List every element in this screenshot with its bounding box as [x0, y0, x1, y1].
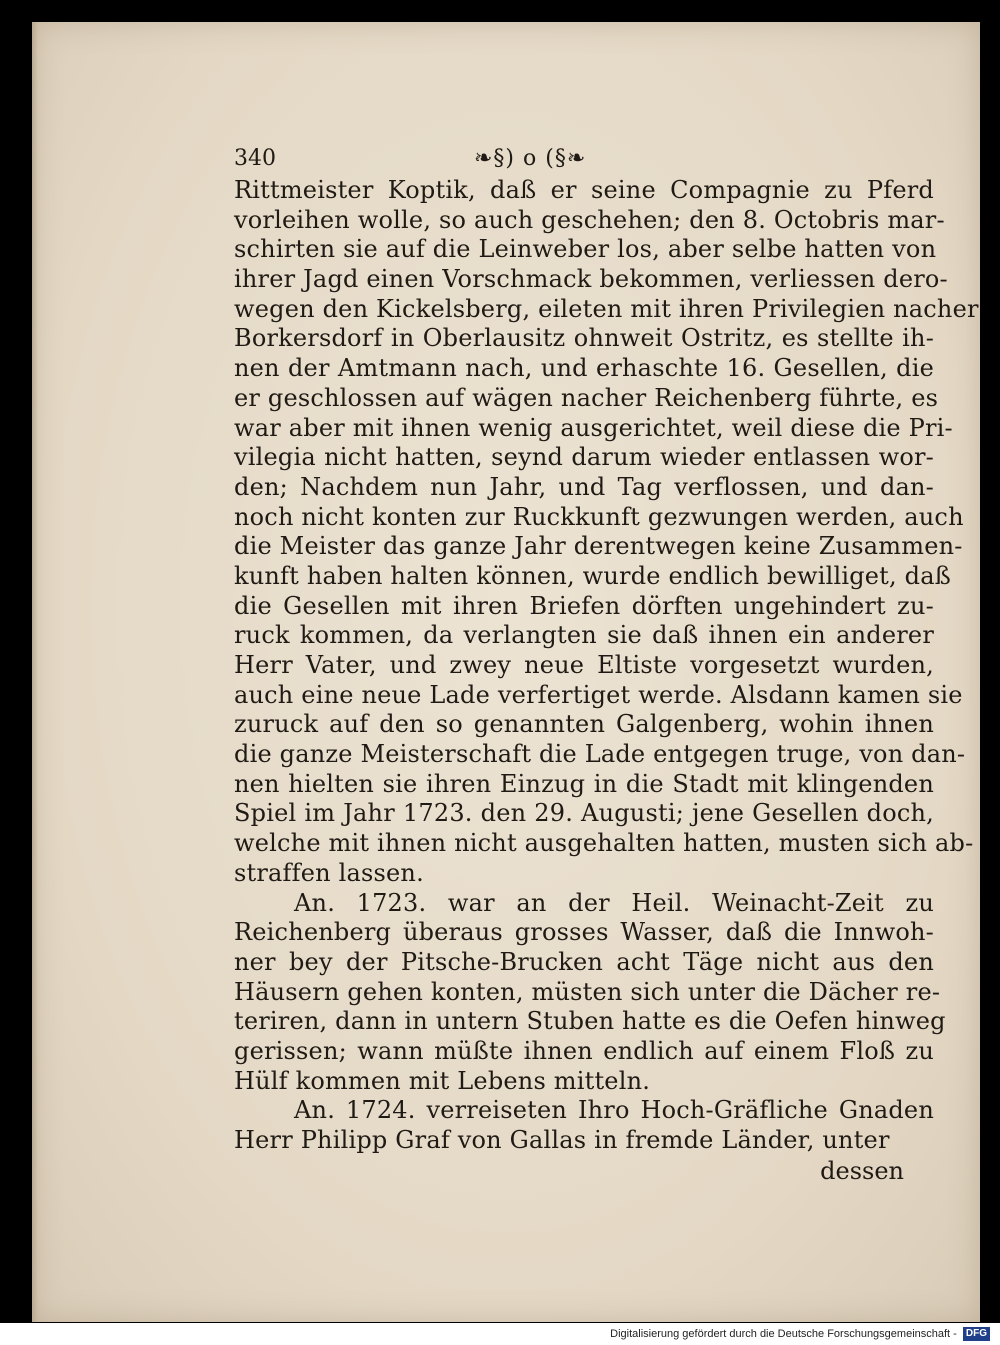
- text-line: Borkersdorf in Oberlausitz ohnweit Ostritz, es stellte ih-: [234, 324, 934, 353]
- text-line: teriren, dann in untern Stuben hatte es die Oefen hinweg: [234, 1007, 946, 1036]
- page-header: [234, 142, 934, 176]
- text-line: die Gesellen mit ihren Briefen dörften ungehindert zu-: [234, 591, 934, 620]
- text-line: nen hielten sie ihren Einzug in die Stadt mit klingenden: [234, 769, 934, 798]
- text-line: vorleihen wolle, so auch geschehen; den 8. Octobris mar-: [234, 205, 945, 234]
- text-line: schirten sie auf die Leinweber los, aber selbe hatten von: [234, 235, 937, 264]
- text-line: noch nicht konten zur Ruckkunft gezwungen werden, auch: [234, 502, 964, 531]
- text-line: wegen den Kickelsberg, eileten mit ihren Privilegien nacher: [234, 294, 979, 323]
- text-line: straffen lassen.: [234, 858, 424, 887]
- text-line: die Meister das ganze Jahr derentwegen keine Zusammen-: [234, 532, 963, 561]
- text-line: kunft haben halten können, wurde endlich bewilliget, daß: [234, 561, 951, 590]
- text-line: ner bey der Pitsche-Brucken acht Täge nicht aus den: [234, 947, 934, 976]
- text-line: ihrer Jagd einen Vorschmack bekommen, verliessen dero-: [234, 265, 948, 294]
- page-edge-shadow: [32, 22, 38, 1322]
- text-line: Herr Vater, und zwey neue Eltiste vorgesetzt wurden,: [234, 651, 934, 679]
- text-line: die ganze Meisterschaft die Lade entgegen truge, von dan-: [234, 740, 966, 769]
- text-line: nen der Amtmann nach, und erhaschte 16. Gesellen, die: [234, 354, 934, 383]
- page-number: 340: [234, 146, 276, 171]
- text-line: Herr Philipp Graf von Gallas in fremde Länder, unter: [234, 1126, 890, 1154]
- text-line: auch eine neue Lade verfertiget werde. Alsdann kamen sie: [234, 680, 963, 709]
- text-line: An. 1724. verreiseten Ihro Hoch-Gräfliche Gnaden: [294, 1096, 934, 1125]
- body-text: [234, 176, 979, 1156]
- book-page: [32, 22, 980, 1322]
- text-block: [234, 142, 979, 1186]
- text-line: gerissen; wann müßte ihnen endlich auf einem Floß zu: [234, 1036, 934, 1065]
- text-line: den; Nachdem nun Jahr, und Tag verflossen, und dan-: [234, 472, 934, 501]
- catchword: dessen: [820, 1156, 904, 1185]
- text-line: Spiel im Jahr 1723. den 29. Augusti; jene Gesellen doch,: [234, 799, 934, 828]
- text-line: vilegia nicht hatten, seynd darum wieder entlassen wor-: [234, 443, 934, 472]
- text-line: Häusern gehen konten, müsten sich unter die Dächer re-: [234, 977, 941, 1006]
- text-line: Hülf kommen mit Lebens mitteln.: [234, 1066, 651, 1095]
- digitization-footer: [0, 1323, 1000, 1345]
- text-line: welche mit ihnen nicht ausgehalten hatten, musten sich ab-: [234, 829, 974, 858]
- text-line: zuruck auf den so genannten Galgenberg, wohin ihnen: [234, 710, 934, 739]
- header-ornament: ❧§) o (§❧: [474, 146, 587, 171]
- dfg-logo: DFG: [963, 1327, 990, 1341]
- text-line: ruck kommen, da verlangten sie daß ihnen ein anderer: [234, 621, 934, 650]
- footer-credit: Digitalisierung gefördert durch die Deutsche Forschungsgemeinschaft -: [610, 1328, 957, 1340]
- text-line: er geschlossen auf wägen nacher Reichenberg führte, es: [234, 383, 939, 412]
- text-line: Rittmeister Koptik, daß er seine Compagnie zu Pferd: [234, 176, 934, 204]
- text-line: An. 1723. war an der Heil. Weinacht-Zeit zu: [294, 888, 934, 917]
- text-line: war aber mit ihnen wenig ausgerichtet, weil diese die Pri-: [234, 413, 953, 442]
- text-line: Reichenberg überaus grosses Wasser, daß die Innwoh-: [234, 918, 934, 947]
